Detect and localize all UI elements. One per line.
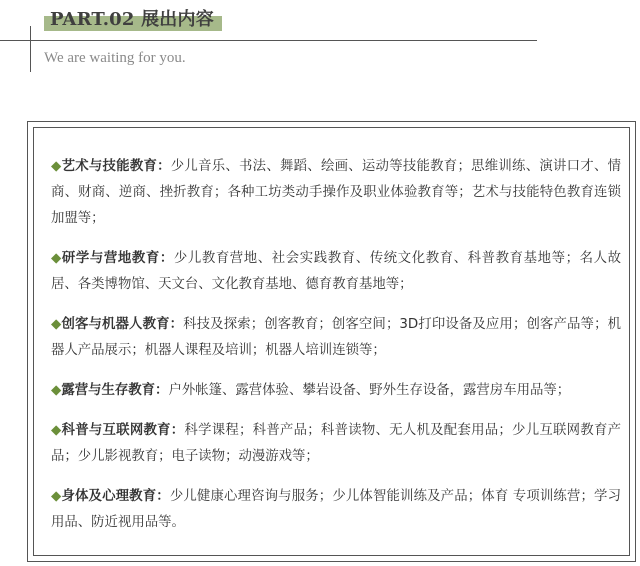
diamond-bullet-icon: ◆ [51,423,62,438]
list-item [51,154,621,232]
list-item [51,378,621,404]
diamond-bullet-icon: ◆ [51,251,62,266]
diamond-bullet-icon: ◆ [51,383,62,398]
diamond-bullet-icon: ◆ [51,489,62,504]
item-body: 户外帐篷、露营体验、攀岩设备、野外生存设备，露营房车用品等； [168,383,571,398]
item-title: 身体及心理教育： [61,489,170,504]
item-title: 创客与机器人教育： [61,317,184,332]
header-vertical-rule [30,26,31,72]
item-body: 少儿健康心理咨询与服务；少儿体智能训练及产品；体育 专项训练营；学习用品、防近视用品等。 [51,489,621,530]
section-subtitle: We are waiting for you. [44,50,186,66]
list-item [51,484,621,536]
section-title: PART.02 展出内容 [50,9,214,30]
item-title: 露营与生存教育： [61,383,169,398]
item-title: 科普与互联网教育： [61,423,185,438]
header-rule [0,40,537,41]
item-title: 研学与营地教育： [61,251,174,266]
item-body: 少儿教育营地、社会实践教育、传统文化教育、科普教育基地等；名人故居、各类博物馆、天文台、文化教育基地、德育教育基地等； [51,251,621,292]
list-item [51,312,621,364]
exhibit-content-list [51,154,621,550]
item-body: 科技及探索；创客教育；创客空间；3D打印设备及应用；创客产品等；机器人产品展示；机器人课程及培训；机器人培训连锁等； [51,317,621,358]
item-body: 科学课程；科普产品；科普读物、无人机及配套用品；少儿互联网教育产品；少儿影视教育；电子读物；动漫游戏等； [51,423,621,464]
list-item [51,246,621,298]
diamond-bullet-icon: ◆ [51,317,62,332]
item-title: 艺术与技能教育： [61,159,171,174]
list-item [51,418,621,470]
item-body: 少儿音乐、书法、舞蹈、绘画、运动等技能教育；思维训练、演讲口才、情商、财商、逆商、挫折教育；各种工坊类动手操作及职业体验教育等；艺术与技能特色教育连锁加盟等； [51,159,621,226]
diamond-bullet-icon: ◆ [51,159,62,174]
